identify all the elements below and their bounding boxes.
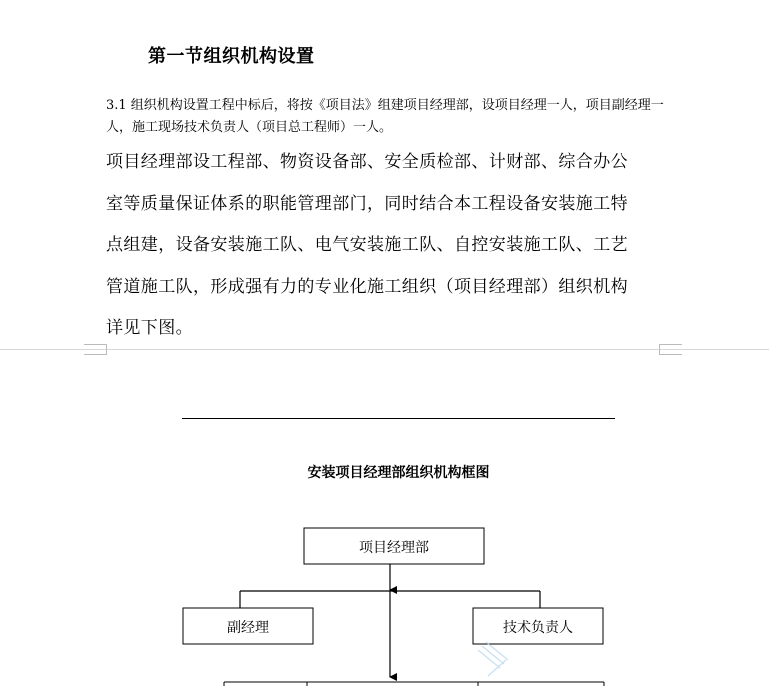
body-line: 项目经理部设工程部、物资设备部、安全质检部、计财部、综合办公 — [106, 152, 628, 172]
right-box-label: 技术负责人 — [503, 620, 573, 636]
left-box-label: 副经理 — [227, 620, 269, 636]
body-line: 详见下图。 — [106, 318, 193, 338]
section-heading: 第一节组织机构设置 — [148, 46, 315, 67]
intro-paragraph: 3.1 组织机构设置工程中标后，将按《项目法》组建项目经理部，设项目经理一人，项目副经理一人，施工现场技术负责人（项目总工程师）一人。 — [106, 98, 664, 135]
body-line: 室等质量保证体系的职能管理部门，同时结合本工程设备安装施工特 — [106, 193, 628, 214]
watermark-graphic — [478, 642, 508, 676]
body-line: 点组建，设备安装施工队、电气安装施工队、自控安装施工队、工艺 — [106, 235, 628, 255]
org-chart-title: 安装项目经理部组织机构框图 — [307, 465, 490, 481]
top-box-label: 项目经理部 — [359, 540, 429, 556]
body-line: 管道施工队，形成强有力的专业化施工组织（项目经理部）组织机构 — [106, 276, 628, 297]
